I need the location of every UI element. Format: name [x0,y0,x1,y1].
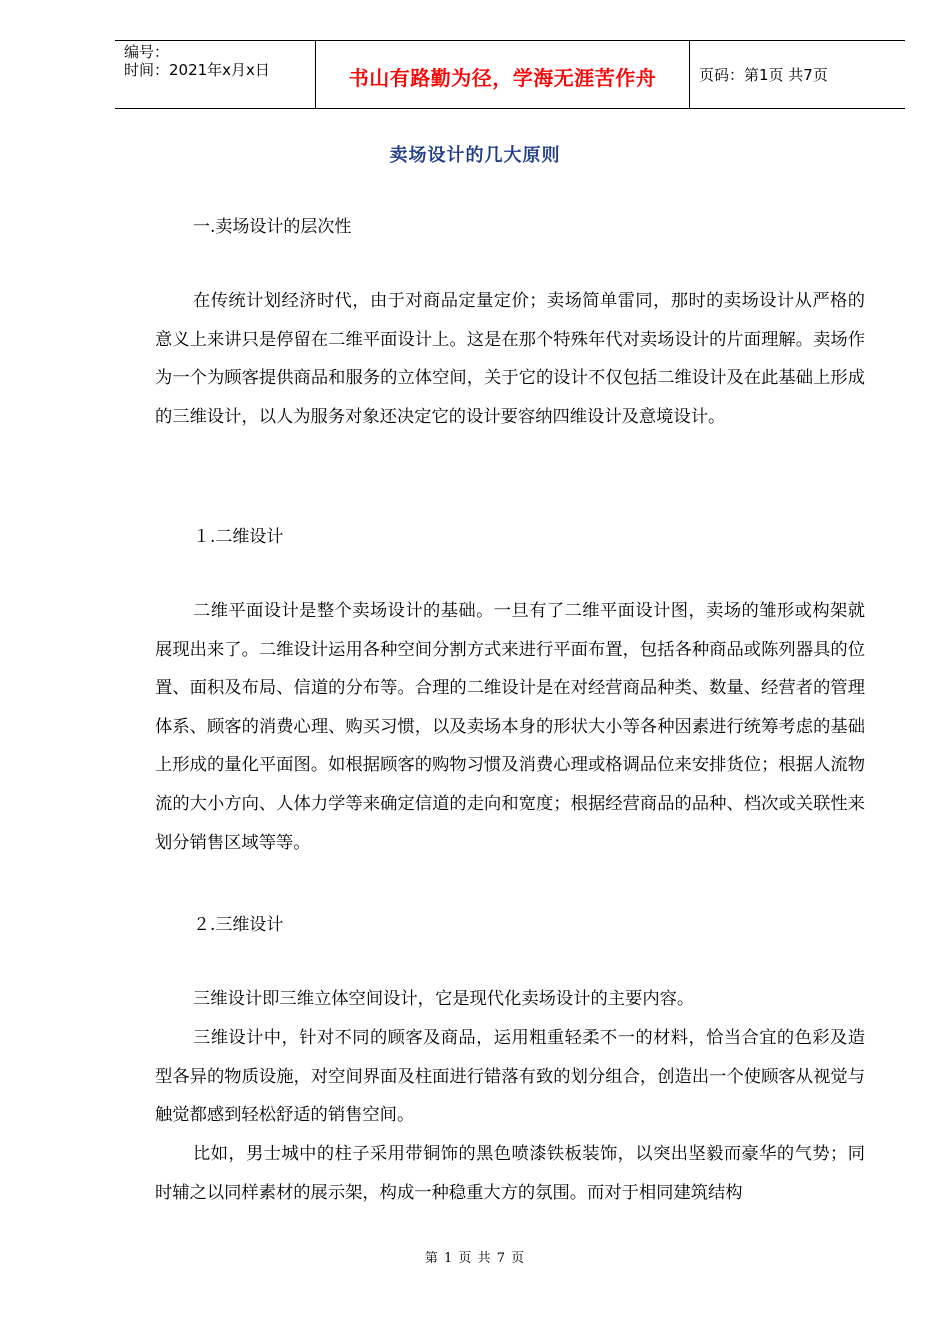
page-header [115,40,905,109]
motto-text: 书山有路勤为径，学海无涯苦作舟 [348,66,657,90]
subsection-heading: ２.三维设计 [193,915,284,935]
page-footer: 第 1 页 共 7 页 [424,1251,526,1266]
document-title: 卖场设计的几大原则 [389,145,561,166]
time-label: 时间：2021年x月x日 [124,61,270,79]
header-meta-cell [115,41,316,108]
header-page-cell [690,41,905,108]
paragraph: 三维设计即三维立体空间设计，它是现代化卖场设计的主要内容。 [193,989,695,1009]
paragraph: 二维平面设计是整个卖场设计的基础。一旦有了二维平面设计图，卖场的雏形或构架就展现出来了。二维设计运用各种空间分割方式来进行平面布置，包括各种商品或陈列器具的位置、面积及布局、信道的分布等。合理的二维设计是在对经营商品种类、数量、经营者的管理体系、顾客的消费心理、购买习惯，以及卖场本身的形状大小等各种因素进行统筹考虑的基础上形成的量化平面图。如根据顾客的购物习惯及消费心理或格调品位来安排货位；根据人流物流的大小方向、人体力学等来确定信道的走向和宽度；根据经营商品的品种、档次或关联性来划分销售区域等等。 [155,601,865,853]
paragraph: 在传统计划经济时代，由于对商品定量定价；卖场简单雷同，那时的卖场设计从严格的意义上来讲只是停留在二维平面设计上。这是在那个特殊年代对卖场设计的片面理解。卖场作为一个为顾客提供商品和服务的立体空间，关于它的设计不仅包括二维设计及在此基础上形成的三维设计，以人为服务对象还决定它的设计要容纳四维设计及意境设计。 [155,291,865,427]
section-heading: 一.卖场设计的层次性 [193,217,352,237]
paragraph: 比如，男士城中的柱子采用带铜饰的黑色喷漆铁板装饰，以突出坚毅而豪华的气势；同时辅之以同样素材的展示架，构成一种稳重大方的氛围。而对于相同建筑结构 [155,1144,865,1203]
page-info: 页码：第1页 共7页 [699,66,828,84]
paragraph: 三维设计中，针对不同的顾客及商品，运用粗重轻柔不一的材料，恰当合宜的色彩及造型各异的物质设施，对空间界面及柱面进行错落有致的划分组合，创造出一个使顾客从视觉与触觉都感到轻松舒适的销售空间。 [155,1028,865,1126]
header-motto-cell [316,41,690,108]
number-label: 编号： [124,43,170,61]
subsection-heading: １.二维设计 [193,527,284,547]
